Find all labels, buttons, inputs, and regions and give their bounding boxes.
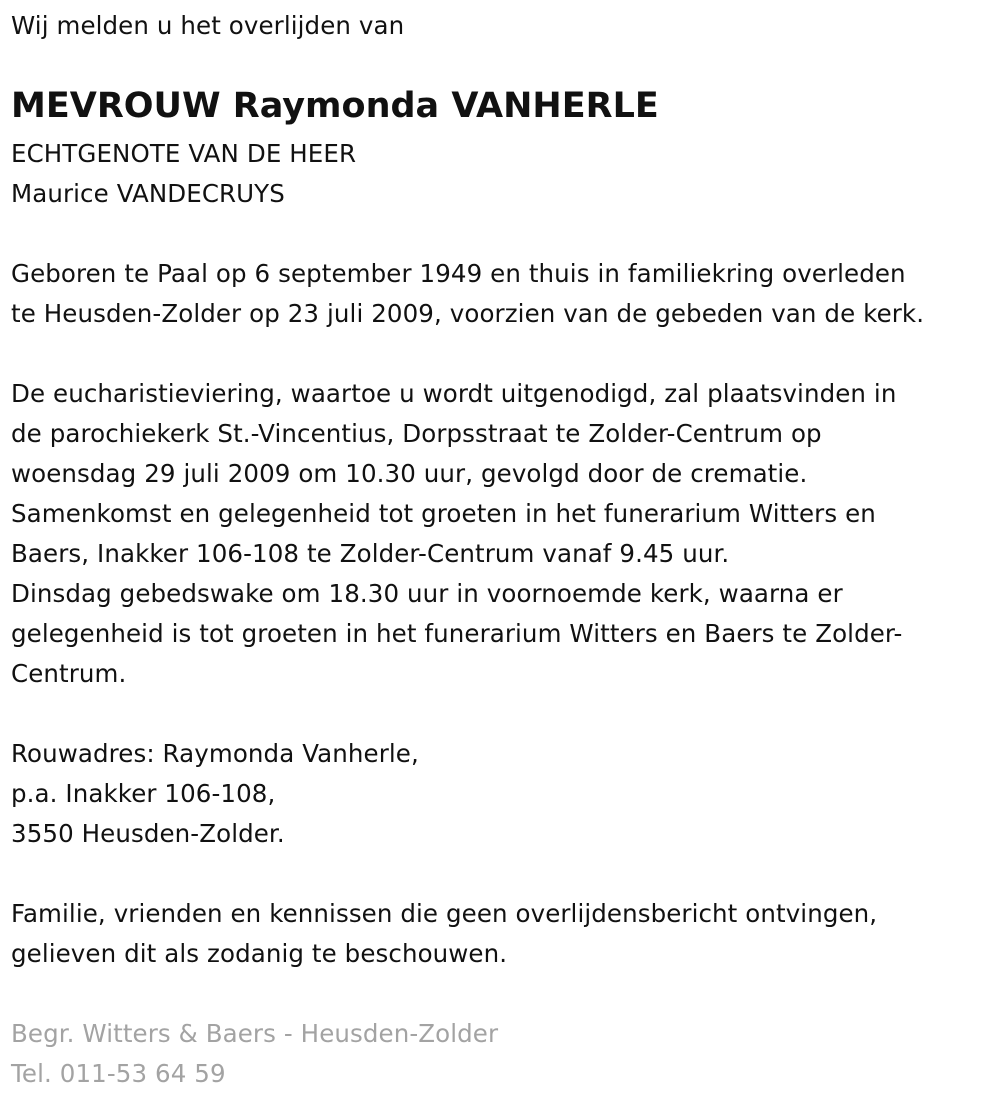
spouse-block	[11, 134, 356, 214]
paragraph-line: Dinsdag gebedswake om 18.30 uur in voornoemde kerk, waarna er	[11, 579, 843, 608]
deceased-name: MEVROUW Raymonda VANHERLE	[11, 86, 659, 126]
paragraph-line: de parochiekerk St.-Vincentius, Dorpsstraat te Zolder-Centrum op	[11, 419, 822, 448]
paragraph-line: Familie, vrienden en kennissen die geen overlijdensbericht ontvingen,	[11, 899, 878, 928]
family-note	[11, 894, 877, 974]
paragraph-line: gelegenheid is tot groeten in het funerarium Witters en Baers te Zolder-	[11, 619, 903, 648]
address-line: p.a. Inakker 106-108,	[11, 779, 276, 808]
paragraph-line: Geboren te Paal op 6 september 1949 en thuis in familiekring overleden	[11, 259, 906, 288]
ceremony-paragraph	[11, 374, 902, 694]
spouse-line: Maurice VANDECRUYS	[11, 179, 285, 208]
paragraph-line: Samenkomst en gelegenheid tot groeten in het funerarium Witters en	[11, 499, 876, 528]
paragraph-line: woensdag 29 juli 2009 om 10.30 uur, gevolgd door de crematie.	[11, 459, 808, 488]
undertaker-phone: Tel. 011-53 64 59	[11, 1059, 226, 1088]
spouse-line: ECHTGENOTE VAN DE HEER	[11, 139, 357, 168]
mourning-address	[11, 734, 419, 854]
paragraph-line: Baers, Inakker 106-108 te Zolder-Centrum vanaf 9.45 uur.	[11, 539, 730, 568]
address-line: 3550 Heusden-Zolder.	[11, 819, 285, 848]
address-line: Rouwadres: Raymonda Vanherle,	[11, 739, 419, 768]
undertaker-footer	[11, 1014, 498, 1094]
paragraph-line: te Heusden-Zolder op 23 juli 2009, voorzien van de gebeden van de kerk.	[11, 299, 925, 328]
paragraph-line: De eucharistieviering, waartoe u wordt uitgenodigd, zal plaatsvinden in	[11, 379, 897, 408]
undertaker-name: Begr. Witters & Baers - Heusden-Zolder	[11, 1019, 499, 1048]
birth-death-paragraph	[11, 254, 924, 334]
paragraph-line: Centrum.	[11, 659, 127, 688]
intro-text: Wij melden u het overlijden van	[11, 11, 405, 40]
paragraph-line: gelieven dit als zodanig te beschouwen.	[11, 939, 508, 968]
